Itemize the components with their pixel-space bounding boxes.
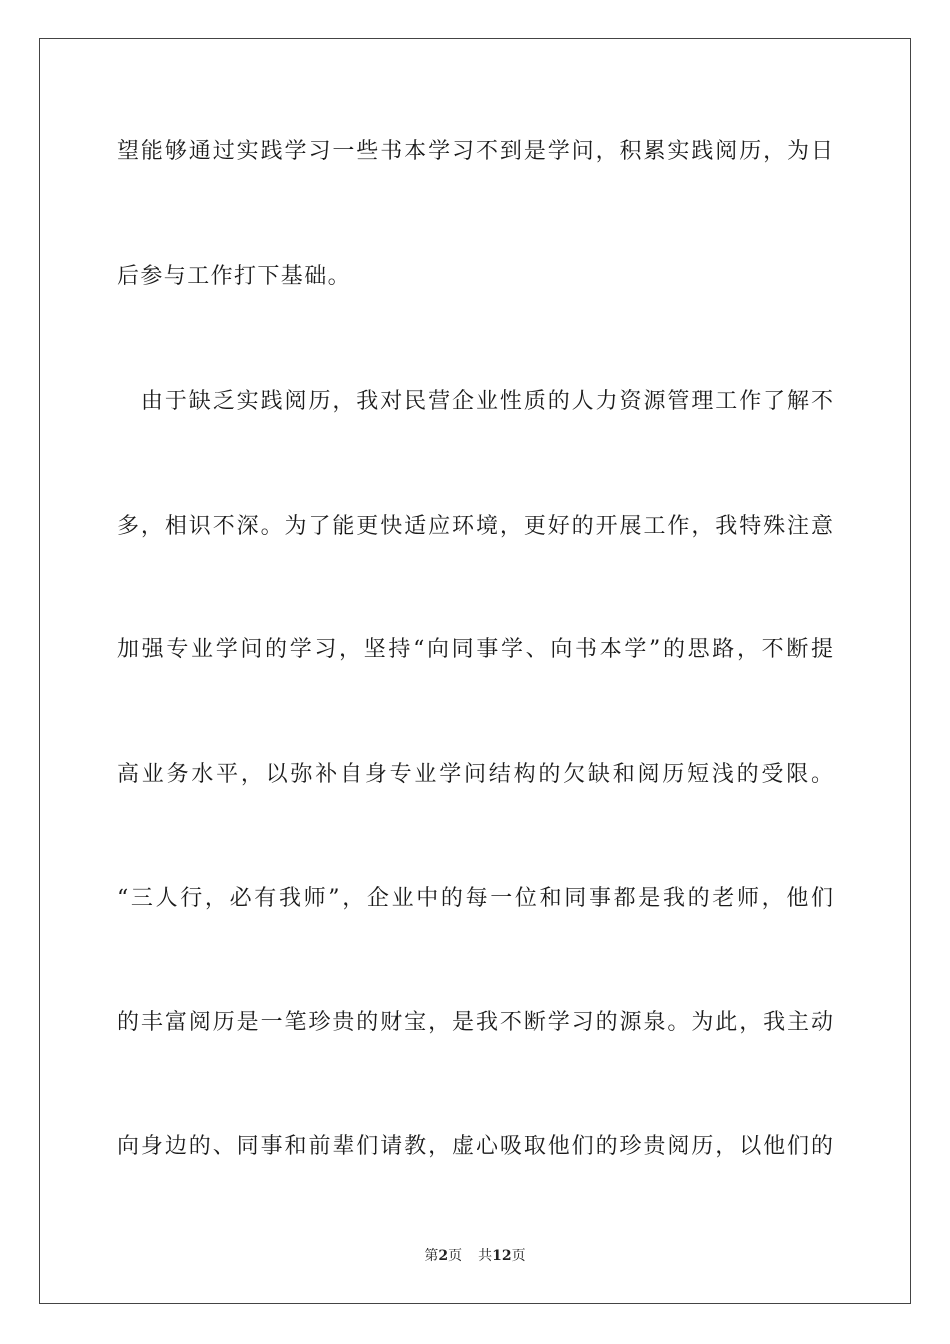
text-line-2: 后参与工作打下基础。 — [117, 264, 352, 289]
text-line-4: 多，相识不深。为了能更快适应环境，更好的开展工作，我特殊注意 — [117, 514, 833, 539]
text-line-6: 高业务水平，以弥补自身专业学问结构的欠缺和阅历短浅的受限。 — [117, 762, 833, 787]
text-line-3: 由于缺乏实践阅历，我对民营企业性质的人力资源管理工作了解不 — [117, 389, 833, 414]
text-line-1: 望能够通过实践学习一些书本学习不到是学问，积累实践阅历，为日 — [117, 139, 833, 164]
text-line-5: 加强专业学问的学习，坚持“向同事学、向书本学”的思路，不断提 — [117, 637, 833, 662]
page-prefix: 第 — [424, 1248, 439, 1264]
text-line-9: 向身边的、同事和前辈们请教，虚心吸取他们的珍贵阅历，以他们的 — [117, 1134, 833, 1159]
page-border — [39, 38, 911, 1304]
text-line-8: 的丰富阅历是一笔珍贵的财宝，是我不断学习的源泉。为此，我主动 — [117, 1010, 833, 1035]
total-suffix: 页 — [511, 1248, 526, 1264]
page-footer — [0, 1246, 950, 1266]
page-suffix: 页 — [448, 1248, 463, 1264]
total-prefix: 共 — [478, 1248, 493, 1264]
page-number: 2 — [438, 1248, 449, 1264]
text-line-7: “三人行，必有我师”，企业中的每一位和同事都是我的老师，他们 — [117, 886, 833, 911]
total-pages: 12 — [492, 1248, 512, 1264]
